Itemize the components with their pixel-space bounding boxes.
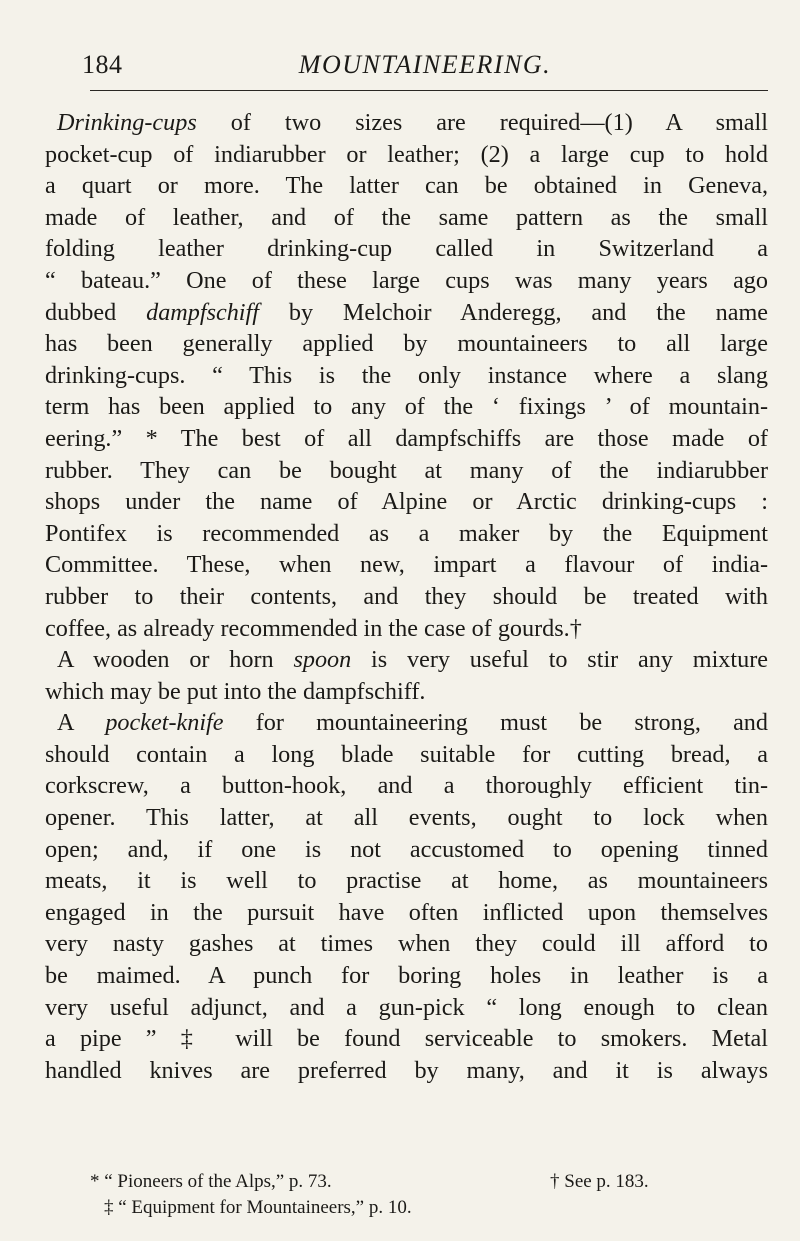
line-text: dubbed	[45, 298, 147, 326]
line-text: A wooden or horn	[57, 646, 294, 674]
text-line	[45, 644, 768, 676]
page-number: 184	[82, 50, 123, 79]
text-line: very nasty gashes at times when they could ill afford to	[45, 930, 768, 958]
footnote-row	[90, 1169, 768, 1195]
footnote-row	[90, 1195, 768, 1221]
text-line: term has been applied to any of the ‘ fixings ’ of mountain-	[45, 393, 768, 421]
text-line: engaged in the pursuit have often inflicted upon themselves	[45, 898, 768, 926]
text-line: Pontifex is recommended as a maker by the Equipment	[45, 519, 768, 547]
text-line: coffee, as already recommended in the case of gourds.†	[45, 614, 582, 642]
text-line: meats, it is well to practise at home, as mountaineers	[45, 867, 768, 895]
line-text: A	[57, 709, 106, 737]
text-line	[45, 107, 768, 139]
footnote-dagger: † See p. 183.	[550, 1171, 649, 1192]
text-line	[45, 707, 768, 739]
text-line: which may be put into the dampfschiff.	[45, 677, 426, 705]
text-line: drinking-cups. “ This is the only instance where a slang	[45, 361, 768, 389]
footnotes	[90, 1169, 768, 1221]
italic-term: pocket-knife	[105, 709, 224, 737]
text-line	[45, 297, 768, 329]
text-line: rubber. They can be bought at many of the indiarubber	[45, 456, 768, 484]
page-header	[82, 50, 768, 90]
text-line: a quart or more. The latter can be obtained in Geneva,	[45, 172, 768, 200]
text-line: open; and, if one is not accustomed to opening tinned	[45, 835, 768, 863]
italic-term: dampfschiff	[146, 298, 259, 326]
text-line: rubber to their contents, and they should be treated with	[45, 582, 768, 610]
text-line: eering.” * The best of all dampfschiffs are those made of	[45, 424, 768, 452]
text-line: pocket-cup of indiarubber or leather; (2) a large cup to hold	[45, 140, 768, 168]
line-text: is very useful to stir any mixture	[351, 646, 768, 674]
text-line: has been generally applied by mountaineers to all large	[45, 330, 768, 358]
line-text: for mountaineering must be strong, and	[223, 709, 768, 737]
running-title: MOUNTAINEERING.	[298, 50, 552, 79]
line-text: by Melchoir Anderegg, and the name	[258, 298, 768, 326]
text-line: shops under the name of Alpine or Arctic drinking-cups :	[45, 488, 768, 516]
footnote-double-dagger: ‡ “ Equipment for Mountaineers,” p. 10.	[104, 1197, 412, 1218]
text-line: very useful adjunct, and a gun-pick “ long enough to clean	[45, 993, 768, 1021]
body-text	[45, 107, 768, 1086]
text-line: handled knives are preferred by many, and it is always	[45, 1056, 768, 1084]
italic-term: spoon	[293, 646, 352, 674]
text-line: folding leather drinking-cup called in Switzerland a	[45, 235, 768, 263]
text-line: made of leather, and of the same pattern as the small	[45, 203, 768, 231]
line-text: of two sizes are required—(1) A small	[196, 109, 768, 136]
text-line: be maimed. A punch for boring holes in leather is a	[45, 962, 768, 990]
text-line: corkscrew, a button-hook, and a thoroughly efficient tin-	[45, 772, 768, 800]
italic-term: Drinking-cups	[57, 109, 197, 136]
text-line: “ bateau.” One of these large cups was many years ago	[45, 266, 768, 294]
footnote-star: * “ Pioneers of the Alps,” p. 73.	[90, 1171, 332, 1192]
text-line: a pipe ” ‡ will be found serviceable to smokers. Metal	[45, 1025, 768, 1053]
text-line: opener. This latter, at all events, ought to lock when	[45, 804, 768, 832]
text-line: should contain a long blade suitable for cutting bread, a	[45, 740, 768, 768]
text-line: Committee. These, when new, impart a flavour of india-	[45, 551, 768, 579]
header-rule	[90, 90, 768, 91]
